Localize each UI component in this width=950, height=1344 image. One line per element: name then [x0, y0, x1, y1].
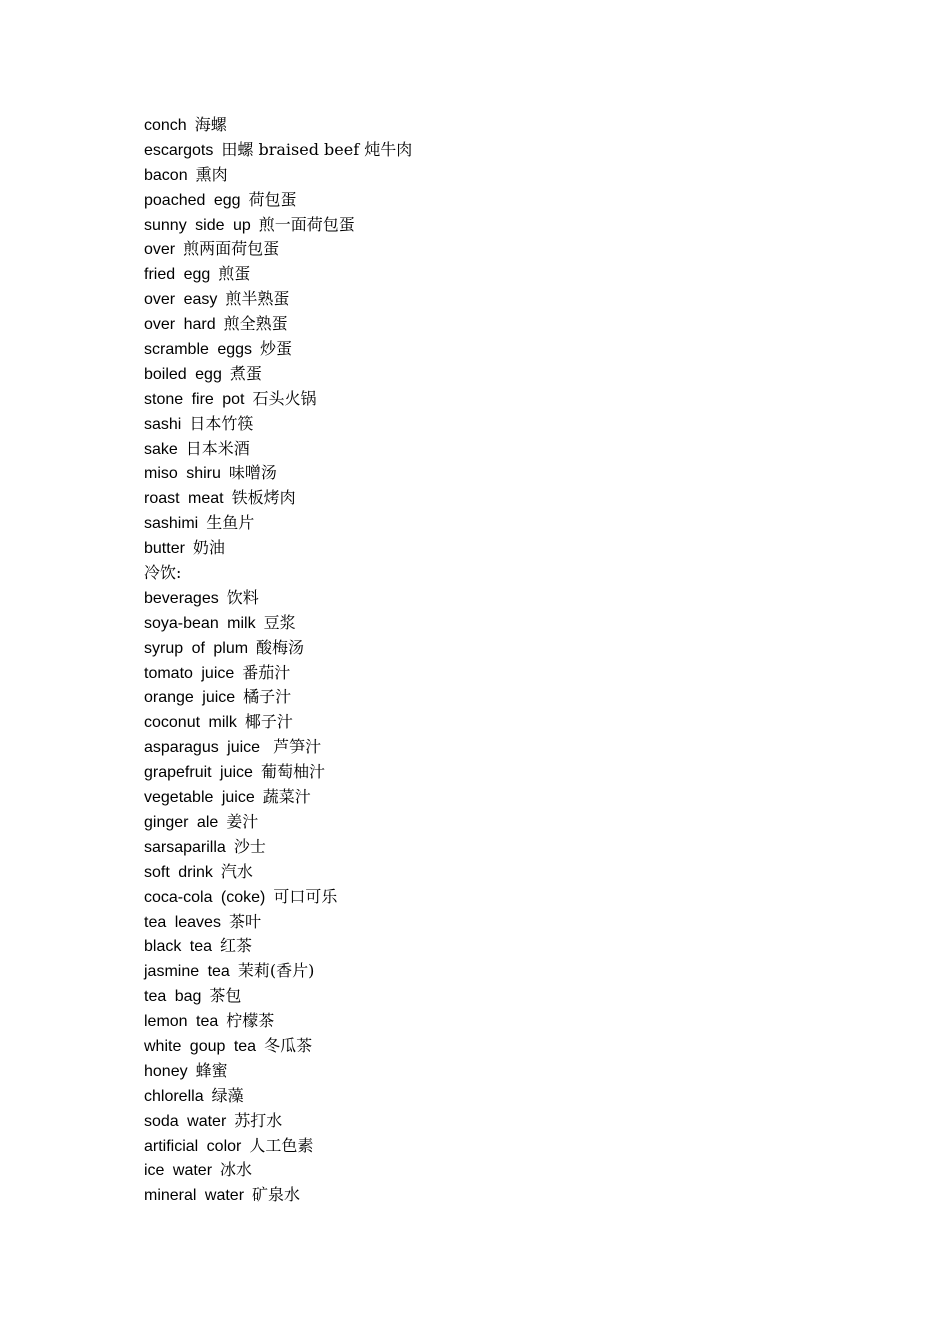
chinese-translation: 茶包: [209, 986, 242, 1006]
chinese-translation: 奶油: [192, 538, 225, 558]
english-term: sashimi: [144, 515, 199, 533]
chinese-translation: 酸梅汤: [256, 637, 305, 657]
vocabulary-entry: [144, 835, 412, 860]
vocabulary-entry: [144, 337, 412, 362]
chinese-translation: 沙士: [233, 836, 266, 856]
chinese-translation: 日本米酒: [185, 438, 250, 458]
chinese-translation: 炒蛋: [260, 339, 293, 359]
chinese-translation: 矿泉水: [252, 1185, 301, 1205]
chinese-translation: 煎全熟蛋: [223, 314, 288, 334]
vocabulary-entry: [144, 1034, 412, 1059]
english-term: escargots: [144, 141, 214, 159]
chinese-translation: 煎蛋: [218, 264, 251, 284]
chinese-translation: 饮料: [226, 587, 259, 607]
chinese-translation: 生鱼片: [206, 513, 255, 533]
chinese-translation: 冰水: [220, 1160, 253, 1180]
english-term: sashi: [144, 415, 182, 433]
chinese-translation: 荷包蛋: [248, 189, 297, 209]
english-term: artificial color: [144, 1137, 242, 1155]
chinese-translation: 番茄汁: [242, 662, 291, 682]
vocabulary-entry: [144, 959, 412, 984]
chinese-translation: 柠檬茶: [226, 1011, 275, 1031]
chinese-translation: 煎两面荷包蛋: [183, 239, 280, 259]
english-term: lemon tea: [144, 1013, 219, 1031]
vocabulary-entry: [144, 1183, 412, 1208]
vocabulary-entry: [144, 138, 412, 163]
vocabulary-entry: [144, 1009, 412, 1034]
vocabulary-entry: [144, 188, 412, 213]
vocabulary-entry: [144, 636, 412, 661]
vocabulary-entry: [144, 860, 412, 885]
vocabulary-list: [144, 113, 412, 1208]
english-term: sarsaparilla: [144, 838, 226, 856]
vocabulary-entry: [144, 262, 412, 287]
vocabulary-entry: [144, 486, 412, 511]
chinese-translation: 芦笋汁: [268, 737, 322, 757]
vocabulary-entry: [144, 710, 412, 735]
chinese-translation: 日本竹筷: [189, 413, 254, 433]
english-term: scramble eggs: [144, 341, 253, 359]
chinese-translation: 葡萄柚汁: [260, 762, 325, 782]
vocabulary-entry: [144, 461, 412, 486]
english-term: beverages: [144, 589, 219, 607]
chinese-translation: 姜汁: [226, 811, 259, 831]
vocabulary-entry: [144, 586, 412, 611]
english-term: soya-bean milk: [144, 614, 256, 632]
vocabulary-entry: [144, 213, 412, 238]
chinese-translation: 椰子汁: [244, 712, 293, 732]
vocabulary-entry: [144, 362, 412, 387]
english-term: miso shiru: [144, 465, 221, 483]
english-term: syrup of plum: [144, 639, 249, 657]
vocabulary-entry: [144, 810, 412, 835]
english-term: soda water: [144, 1112, 227, 1130]
chinese-translation: 冷饮:: [144, 563, 182, 583]
chinese-translation: 绿藻: [211, 1085, 244, 1105]
english-term: boiled egg: [144, 365, 222, 383]
english-term: stone fire pot: [144, 390, 245, 408]
english-term: tea leaves: [144, 913, 221, 931]
vocabulary-entry: [144, 735, 412, 760]
chinese-translation: 茶叶: [228, 911, 261, 931]
english-term: soft drink: [144, 863, 213, 881]
vocabulary-entry: [144, 661, 412, 686]
english-term: over hard: [144, 316, 216, 334]
chinese-translation: 煎一面荷包蛋: [258, 214, 355, 234]
vocabulary-entry: [144, 387, 412, 412]
english-term: ice water: [144, 1162, 213, 1180]
english-term: jasmine tea: [144, 963, 230, 981]
english-term: tomato juice: [144, 664, 235, 682]
english-term: chlorella: [144, 1087, 204, 1105]
vocabulary-entry: [144, 611, 412, 636]
vocabulary-entry: [144, 412, 412, 437]
vocabulary-entry: [144, 1134, 412, 1159]
chinese-translation: 蜂蜜: [195, 1060, 228, 1080]
vocabulary-entry: [144, 113, 412, 138]
chinese-translation: 红茶: [220, 936, 253, 956]
english-term: butter: [144, 540, 185, 558]
english-term: bacon: [144, 166, 188, 184]
vocabulary-entry: [144, 163, 412, 188]
vocabulary-entry: [144, 1084, 412, 1109]
english-term: coca-cola (coke): [144, 888, 266, 906]
vocabulary-entry: [144, 536, 412, 561]
english-term: black tea: [144, 938, 213, 956]
vocabulary-entry: [144, 760, 412, 785]
vocabulary-entry: [144, 287, 412, 312]
english-term: ginger ale: [144, 813, 219, 831]
chinese-translation: 汽水: [220, 861, 253, 881]
chinese-translation: 茉莉(香片): [237, 961, 315, 981]
chinese-translation: 可口可乐: [273, 886, 338, 906]
vocabulary-entry: [144, 561, 412, 586]
english-term: sunny side up: [144, 216, 251, 234]
english-term: poached egg: [144, 191, 241, 209]
vocabulary-entry: [144, 237, 412, 262]
english-term: vegetable juice: [144, 789, 255, 807]
english-term: conch: [144, 117, 187, 134]
chinese-translation: 豆浆: [263, 612, 296, 632]
english-term: roast meat: [144, 490, 224, 508]
chinese-translation: 橘子汁: [243, 687, 292, 707]
vocabulary-entry: [144, 1158, 412, 1183]
vocabulary-entry: [144, 910, 412, 935]
vocabulary-entry: [144, 785, 412, 810]
chinese-translation: 冬瓜茶: [264, 1035, 313, 1055]
chinese-translation: 味噌汤: [228, 463, 277, 483]
english-term: fried egg: [144, 266, 211, 284]
chinese-translation: 蔬菜汁: [262, 787, 311, 807]
vocabulary-entry: [144, 1109, 412, 1134]
english-term: over: [144, 241, 176, 259]
english-term: mineral water: [144, 1187, 245, 1205]
english-term: asparagus juice: [144, 739, 261, 757]
english-term: over easy: [144, 291, 218, 309]
chinese-translation: 苏打水: [234, 1110, 283, 1130]
english-term: tea bag: [144, 988, 202, 1006]
english-term: honey: [144, 1062, 188, 1080]
chinese-translation: 海螺: [194, 115, 227, 134]
vocabulary-entry: [144, 984, 412, 1009]
chinese-translation: 煮蛋: [229, 363, 262, 383]
vocabulary-entry: [144, 511, 412, 536]
vocabulary-entry: [144, 685, 412, 710]
chinese-translation: 石头火锅: [252, 388, 317, 408]
chinese-translation: 田螺 braised beef 炖牛肉: [221, 139, 413, 159]
vocabulary-entry: [144, 885, 412, 910]
english-term: coconut milk: [144, 714, 237, 732]
vocabulary-entry: [144, 934, 412, 959]
english-term: sake: [144, 440, 178, 458]
chinese-translation: 人工色素: [249, 1135, 314, 1155]
vocabulary-entry: [144, 437, 412, 462]
english-term: grapefruit juice: [144, 764, 253, 782]
english-term: white goup tea: [144, 1037, 257, 1055]
chinese-translation: 熏肉: [195, 164, 228, 184]
vocabulary-entry: [144, 1059, 412, 1084]
vocabulary-entry: [144, 312, 412, 337]
chinese-translation: 铁板烤肉: [231, 488, 296, 508]
english-term: orange juice: [144, 689, 236, 707]
chinese-translation: 煎半熟蛋: [225, 289, 290, 309]
